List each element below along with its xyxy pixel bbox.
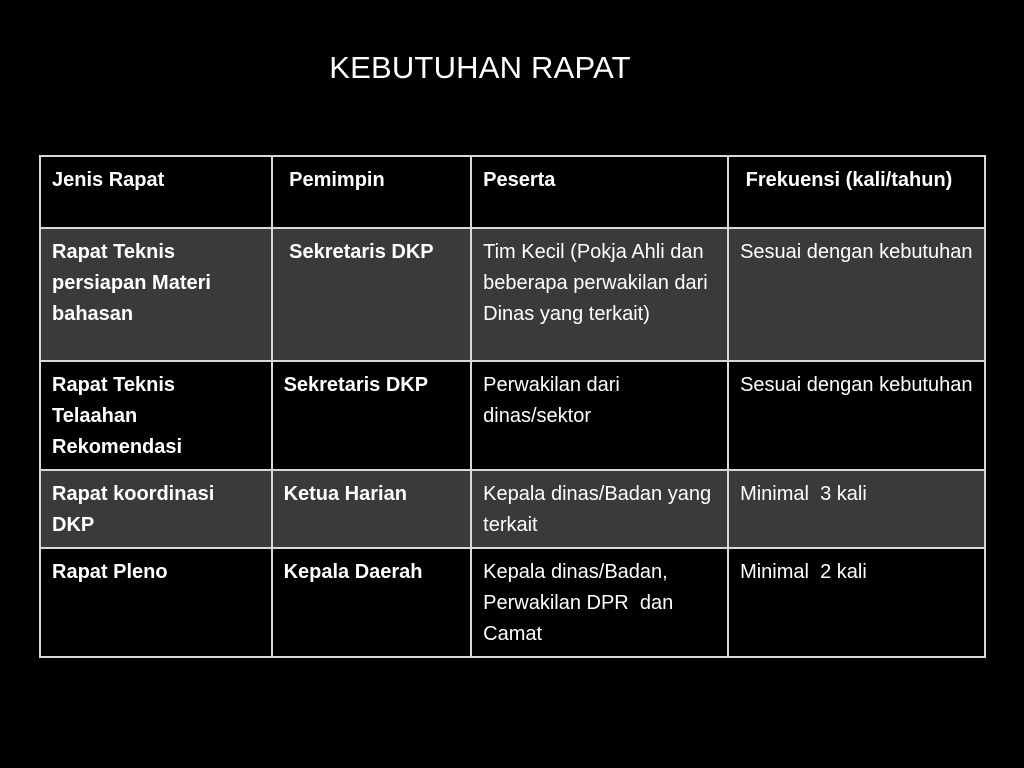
cell-peserta: Kepala dinas/Badan, Perwakilan DPR dan Camat (471, 548, 728, 657)
cell-peserta: Tim Kecil (Pokja Ahli dan beberapa perwakilan dari Dinas yang terkait) (471, 228, 728, 361)
cell-frekuensi: Sesuai dengan kebutuhan (728, 228, 985, 361)
header-jenis-rapat: Jenis Rapat (40, 156, 272, 228)
header-peserta: Peserta (471, 156, 728, 228)
meeting-requirements-table (39, 155, 986, 658)
table-row (40, 548, 985, 657)
cell-jenis-rapat: Rapat koordinasi DKP (40, 470, 272, 548)
table-header-row (40, 156, 985, 228)
slide-title: KEBUTUHAN RAPAT (329, 50, 631, 85)
cell-frekuensi: Sesuai dengan kebutuhan (728, 361, 985, 470)
cell-jenis-rapat: Rapat Pleno (40, 548, 272, 657)
cell-pemimpin: Sekretaris DKP (272, 361, 472, 470)
header-frekuensi: Frekuensi (kali/tahun) (728, 156, 985, 228)
cell-jenis-rapat: Rapat Teknis Telaahan Rekomendasi (40, 361, 272, 470)
header-pemimpin: Pemimpin (272, 156, 472, 228)
cell-frekuensi: Minimal 3 kali (728, 470, 985, 548)
cell-pemimpin: Ketua Harian (272, 470, 472, 548)
cell-peserta: Perwakilan dari dinas/sektor (471, 361, 728, 470)
table-row (40, 470, 985, 548)
cell-pemimpin: Sekretaris DKP (272, 228, 472, 361)
table-row (40, 361, 985, 470)
cell-peserta: Kepala dinas/Badan yang terkait (471, 470, 728, 548)
table-row (40, 228, 985, 361)
cell-jenis-rapat: Rapat Teknis persiapan Materi bahasan (40, 228, 272, 361)
cell-pemimpin: Kepala Daerah (272, 548, 472, 657)
cell-frekuensi: Minimal 2 kali (728, 548, 985, 657)
